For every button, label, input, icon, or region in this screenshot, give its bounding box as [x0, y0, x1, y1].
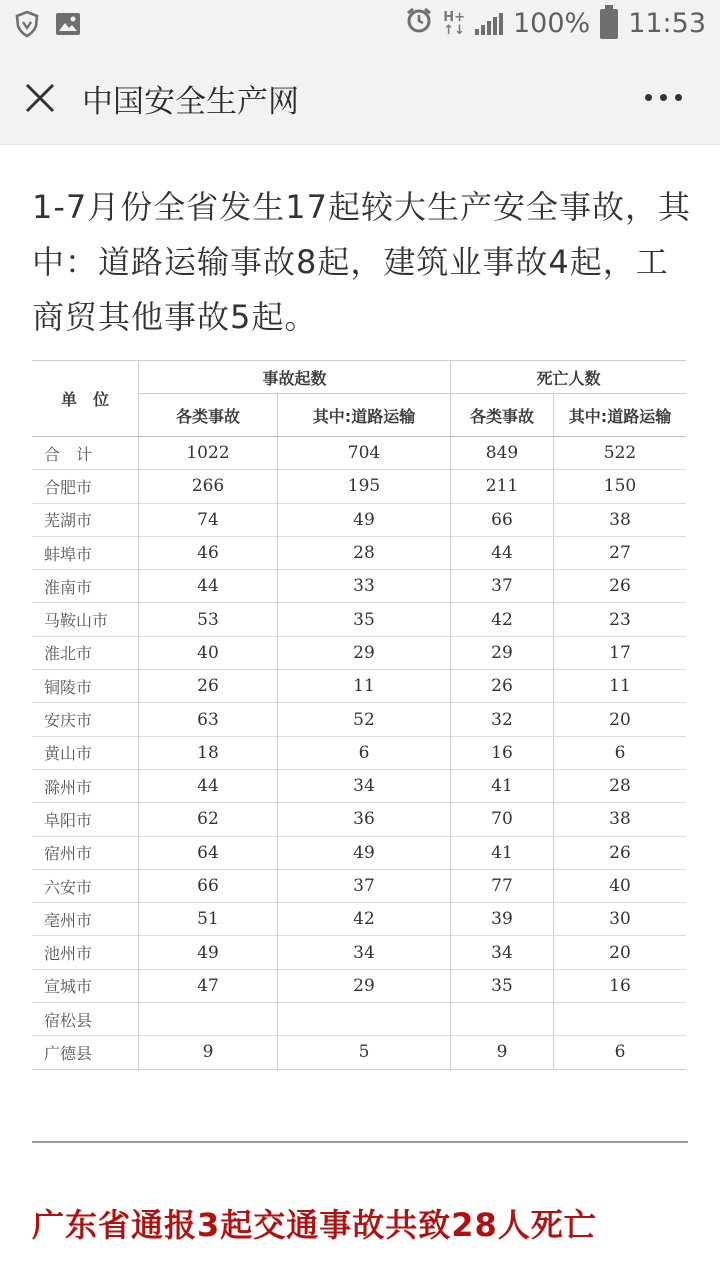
- image-icon: [54, 10, 82, 42]
- road-deaths-cell: 40: [554, 869, 687, 902]
- table-row: [32, 969, 686, 1002]
- all-deaths-cell: 32: [451, 703, 554, 736]
- status-bar: [0, 0, 720, 50]
- all-accidents-cell: 63: [139, 703, 278, 736]
- name-cell: 合肥市: [32, 470, 139, 503]
- all-accidents-cell: 47: [139, 969, 278, 1002]
- name-cell: 亳州市: [32, 903, 139, 936]
- road-deaths-cell: 23: [554, 603, 687, 636]
- table-row: [32, 769, 686, 802]
- table-row: [32, 503, 686, 536]
- road-accidents-cell: 34: [278, 936, 451, 969]
- all-deaths-cell: 9: [451, 1036, 554, 1069]
- table-row: [32, 670, 686, 703]
- table-row: [32, 570, 686, 603]
- name-cell: 阜阳市: [32, 803, 139, 836]
- table-row: [32, 1036, 686, 1069]
- accident-statistics-table: [32, 360, 686, 1070]
- all-deaths-cell: 34: [451, 936, 554, 969]
- road-accidents-cell: 29: [278, 969, 451, 1002]
- column-header-all-deaths: 各类事故: [451, 394, 554, 437]
- name-cell: 宣城市: [32, 969, 139, 1002]
- alarm-icon: [405, 6, 433, 41]
- table-row: [32, 603, 686, 636]
- column-header-road-deaths: 其中:道路运输: [554, 394, 687, 437]
- road-deaths-cell: 6: [554, 1036, 687, 1069]
- divider: [32, 1141, 688, 1143]
- all-accidents-cell: 62: [139, 803, 278, 836]
- road-accidents-cell: 704: [278, 437, 451, 470]
- road-accidents-cell: 29: [278, 636, 451, 669]
- road-deaths-cell: 150: [554, 470, 687, 503]
- name-cell: 广德县: [32, 1036, 139, 1069]
- table-row: [32, 936, 686, 969]
- all-deaths-cell: 29: [451, 636, 554, 669]
- name-cell: 淮北市: [32, 636, 139, 669]
- name-cell: 合 计: [32, 437, 139, 470]
- road-accidents-cell: 49: [278, 503, 451, 536]
- road-deaths-cell: [554, 1003, 687, 1036]
- road-deaths-cell: 30: [554, 903, 687, 936]
- column-header-unit: 单 位: [32, 361, 139, 437]
- all-accidents-cell: 9: [139, 1036, 278, 1069]
- all-accidents-cell: 46: [139, 536, 278, 569]
- table-row: [32, 1003, 686, 1036]
- table-row: [32, 636, 686, 669]
- more-options-button[interactable]: [645, 94, 682, 101]
- table-row: [32, 536, 686, 569]
- name-cell: 蚌埠市: [32, 536, 139, 569]
- dot-icon: [660, 94, 667, 101]
- road-accidents-cell: 36: [278, 803, 451, 836]
- page-title: 中国安全生产网: [82, 84, 299, 120]
- name-cell: 铜陵市: [32, 670, 139, 703]
- all-accidents-cell: 44: [139, 570, 278, 603]
- dot-icon: [675, 94, 682, 101]
- road-deaths-cell: 38: [554, 803, 687, 836]
- related-article-title[interactable]: 广东省通报3起交通事故共致28人死亡: [32, 1206, 597, 1244]
- close-button[interactable]: [22, 80, 58, 116]
- column-header-all-accidents: 各类事故: [139, 394, 278, 437]
- all-deaths-cell: 41: [451, 769, 554, 802]
- road-accidents-cell: 11: [278, 670, 451, 703]
- road-accidents-cell: 28: [278, 536, 451, 569]
- name-cell: 芜湖市: [32, 503, 139, 536]
- all-accidents-cell: 1022: [139, 437, 278, 470]
- road-accidents-cell: 5: [278, 1036, 451, 1069]
- all-accidents-cell: 26: [139, 670, 278, 703]
- name-cell: 滁州市: [32, 769, 139, 802]
- all-deaths-cell: 37: [451, 570, 554, 603]
- all-deaths-cell: 70: [451, 803, 554, 836]
- table-row: [32, 736, 686, 769]
- title-bar: [0, 50, 720, 145]
- name-cell: 马鞍山市: [32, 603, 139, 636]
- group-header-accidents: 事故起数: [139, 361, 451, 394]
- road-deaths-cell: 26: [554, 570, 687, 603]
- shield-icon: [14, 10, 40, 42]
- all-accidents-cell: 18: [139, 736, 278, 769]
- all-deaths-cell: 77: [451, 869, 554, 902]
- name-cell: 黄山市: [32, 736, 139, 769]
- road-deaths-cell: 20: [554, 703, 687, 736]
- road-deaths-cell: 26: [554, 836, 687, 869]
- all-deaths-cell: 42: [451, 603, 554, 636]
- all-accidents-cell: 53: [139, 603, 278, 636]
- table-row: [32, 470, 686, 503]
- all-accidents-cell: 40: [139, 636, 278, 669]
- road-deaths-cell: 6: [554, 736, 687, 769]
- all-deaths-cell: 35: [451, 969, 554, 1002]
- all-accidents-cell: 266: [139, 470, 278, 503]
- name-cell: 淮南市: [32, 570, 139, 603]
- clock: 11:53: [628, 8, 706, 39]
- road-deaths-cell: 20: [554, 936, 687, 969]
- all-accidents-cell: 66: [139, 869, 278, 902]
- network-type: H+ ↑↓: [443, 9, 465, 38]
- all-accidents-cell: 44: [139, 769, 278, 802]
- road-deaths-cell: 27: [554, 536, 687, 569]
- dot-icon: [645, 94, 652, 101]
- all-accidents-cell: [139, 1003, 278, 1036]
- road-deaths-cell: 17: [554, 636, 687, 669]
- all-deaths-cell: 849: [451, 437, 554, 470]
- road-accidents-cell: 49: [278, 836, 451, 869]
- signal-icon: [475, 13, 503, 35]
- all-deaths-cell: [451, 1003, 554, 1036]
- name-cell: 宿州市: [32, 836, 139, 869]
- close-icon: [22, 80, 58, 116]
- all-deaths-cell: 211: [451, 470, 554, 503]
- road-accidents-cell: [278, 1003, 451, 1036]
- column-header-road-accidents: 其中:道路运输: [278, 394, 451, 437]
- road-accidents-cell: 37: [278, 869, 451, 902]
- road-accidents-cell: 6: [278, 736, 451, 769]
- all-deaths-cell: 16: [451, 736, 554, 769]
- name-cell: 宿松县: [32, 1003, 139, 1036]
- road-accidents-cell: 52: [278, 703, 451, 736]
- battery-percent: 100%: [512, 8, 591, 39]
- road-accidents-cell: 42: [278, 903, 451, 936]
- name-cell: 六安市: [32, 869, 139, 902]
- road-accidents-cell: 35: [278, 603, 451, 636]
- all-accidents-cell: 74: [139, 503, 278, 536]
- road-deaths-cell: 38: [554, 503, 687, 536]
- table-row: [32, 836, 686, 869]
- article-paragraph: 1-7月份全省发生17起较大生产安全事故，其中：道路运输事故8起，建筑业事故4起，工商贸其他事故5起。: [32, 188, 691, 336]
- name-cell: 池州市: [32, 936, 139, 969]
- road-accidents-cell: 195: [278, 470, 451, 503]
- table-row: [32, 803, 686, 836]
- road-accidents-cell: 33: [278, 570, 451, 603]
- name-cell: 安庆市: [32, 703, 139, 736]
- battery-icon: [600, 9, 618, 39]
- all-deaths-cell: 26: [451, 670, 554, 703]
- all-deaths-cell: 41: [451, 836, 554, 869]
- all-accidents-cell: 51: [139, 903, 278, 936]
- road-deaths-cell: 11: [554, 670, 687, 703]
- table-row: [32, 437, 686, 470]
- table-row: [32, 703, 686, 736]
- all-deaths-cell: 39: [451, 903, 554, 936]
- road-deaths-cell: 28: [554, 769, 687, 802]
- group-header-deaths: 死亡人数: [451, 361, 687, 394]
- road-deaths-cell: 16: [554, 969, 687, 1002]
- road-accidents-cell: 34: [278, 769, 451, 802]
- all-accidents-cell: 49: [139, 936, 278, 969]
- all-accidents-cell: 64: [139, 836, 278, 869]
- road-deaths-cell: 522: [554, 437, 687, 470]
- table-row: [32, 869, 686, 902]
- table-row: [32, 903, 686, 936]
- all-deaths-cell: 44: [451, 536, 554, 569]
- all-deaths-cell: 66: [451, 503, 554, 536]
